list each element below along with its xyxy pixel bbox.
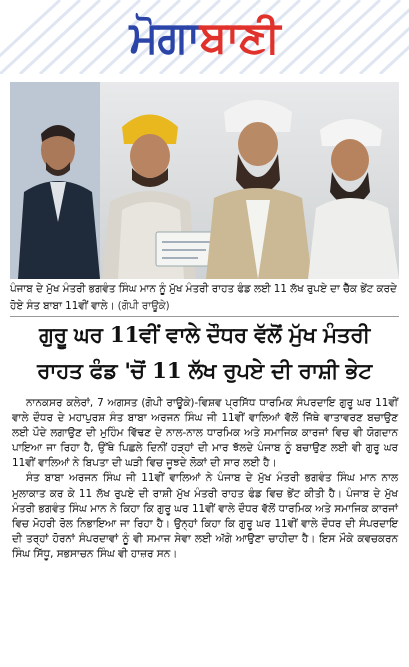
headline-line-2: ਰਾਹਤ ਫੰਡ 'ਚੋਂ 11 ਲੱਖ ਰੁਪਏ ਦੀ ਰਾਸ਼ੀ ਭੇਟ bbox=[37, 359, 372, 384]
article-paragraph-1: ਨਾਨਕਸਰ ਕਲੇਰਾਂ, 7 ਅਗਸਤ (ਗੋਪੀ ਰਾਊਕੇ)-ਵਿਸ਼ਵ ਪ੍ਰਸਿੱਧ ਧਾਰਮਿਕ ਸੰਪਰਦਾਇ ਗੁਰੂ ਘਰ 11ਵੀਂ ਵਾਲੇ ਦੌਧਰ ਦੇ ਮਹਾਪੁਰਸ਼ ਸੰਤ ਬਾਬਾ ਅਰਜਨ ਸਿੰਘ ਜੀ 11ਵੀਂ ਵਾਲਿਆਂ ਵੱਲੋਂ ਜਿੱਥੇ ਵਾਤਾਵਰਣ ਬਚਾਉਣ ਲਈ ਪੌਦੇ ਲਗਾਉਣ ਦੀ ਮੁਹਿੰਮ ਵਿੱਢਣ ਦੇ ਨਾਲ-ਨਾਲ ਧਾਰਮਿਕ ਅਤੇ ਸਮਾਜਿਕ ਕਾਰਜਾਂ ਵਿਚ ਵੀ ਯੋਗਦਾਨ ਪਾਇਆ ਜਾ ਰਿਹਾ ਹੈ, ਉੱਥੇ ਪਿਛਲੇ ਦਿਨੀਂ ਹੜ੍ਹਾਂ ਦੀ ਮਾਰ ਝੱਲਦੇ ਪੰਜਾਬ ਨੂੰ ਬਚਾਉਣ ਲਈ ਵੀ ਗੁਰੂ ਘਰ 11ਵੀਂ ਵਾਲਿਆਂ ਨੇ ਬਿਪਤਾ ਦੀ ਘੜੀ ਵਿਚ ਜੂਝਦੇ ਲੋਕਾਂ ਦੀ ਸਾਰ ਲਈ ਹੈ। bbox=[12, 397, 398, 470]
news-photo bbox=[10, 82, 399, 279]
masthead-title-part1: ਮੋਗਾ bbox=[129, 12, 200, 63]
article-paragraph-2: ਸੰਤ ਬਾਬਾ ਅਰਜਨ ਸਿੰਘ ਜੀ 11ਵੀਂ ਵਾਲਿਆਂ ਨੇ ਪੰਜਾਬ ਦੇ ਮੁੱਖ ਮੰਤਰੀ ਭਗਵੰਤ ਸਿੰਘ ਮਾਨ ਨਾਲ ਮੁਲਾਕਾਤ ਕਰ ਕੇ 11 ਲੱਖ ਰੁਪਏ ਦੀ ਰਾਸ਼ੀ ਮੁੱਖ ਮੰਤਰੀ ਰਾਹਤ ਫੰਡ ਵਿਚ ਭੇਂਟ ਕੀਤੀ ਹੈ। ਪੰਜਾਬ ਦੇ ਮੁੱਖ ਮੰਤਰੀ ਭਗਵੰਤ ਸਿੰਘ ਮਾਨ ਨੇ ਕਿਹਾ ਕਿ ਗੁਰੂ ਘਰ 11ਵੀਂ ਵਾਲੇ ਦੌਧਰ ਵੱਲੋਂ ਧਾਰਮਿਕ ਅਤੇ ਸਮਾਜਿਕ ਕਾਰਜਾਂ ਵਿਚ ਮੋਹਰੀ ਰੋਲ ਨਿਭਾਇਆ ਜਾ ਰਿਹਾ ਹੈ। ਉਨ੍ਹਾਂ ਕਿਹਾ ਕਿ ਗੁਰੂ ਘਰ 11ਵੀਂ ਵਾਲੇ ਦੌਧਰ ਦੀ ਸੰਪਰਦਾਇ ਦੀ ਤਰ੍ਹਾਂ ਹੋਰਨਾਂ ਸੰਪਰਦਾਵਾਂ ਨੂੰ ਵੀ ਸਮਾਜ ਸੇਵਾ ਲਈ ਅੱਗੇ ਆਉਣਾ ਚਾਹੀਦਾ ਹੈ। ਇਸ ਮੌਕੇ ਕਵਚਕਰਨ ਸਿੰਘ ਸਿੱਧੂ, ਸਭਸਾਚਨ ਸਿੰਘ ਵੀ ਹਾਜ਼ਰ ਸਨ। bbox=[12, 472, 398, 560]
caption-text: ਪੰਜਾਬ ਦੇ ਮੁੱਖ ਮੰਤਰੀ ਭਗਵੰਤ ਸਿੰਘ ਮਾਨ ਨੂੰ ਮੁੱਖ ਮੰਤਰੀ ਰਾਹਤ ਫੰਡ ਲਈ 11 ਲੱਖ ਰੁਪਏ ਦਾ ਚੈੱਕ ਭੇਂਟ ਕਰਦੇ ਹੋਏ ਸੰਤ ਬਾਬਾ 11ਵੀਂ ਵਾਲੇ। bbox=[10, 283, 397, 312]
masthead-title-part2: ਬਾਣੀ bbox=[199, 12, 280, 63]
headline bbox=[8, 318, 401, 390]
headline-line-1: ਗੁਰੂ ਘਰ 11ਵੀਂ ਵਾਲੇ ਦੌਧਰ ਵੱਲੋਂ ਮੁੱਖ ਮੰਤਰੀ bbox=[39, 323, 370, 348]
masthead bbox=[0, 0, 409, 74]
caption-divider bbox=[10, 316, 399, 317]
photo-caption bbox=[10, 281, 399, 315]
masthead-title bbox=[0, 10, 409, 66]
photo-group-icon bbox=[10, 82, 399, 279]
caption-credit: (ਗੋਪੀ ਰਾਊਕੇ) bbox=[117, 300, 170, 312]
article-body bbox=[12, 396, 398, 562]
